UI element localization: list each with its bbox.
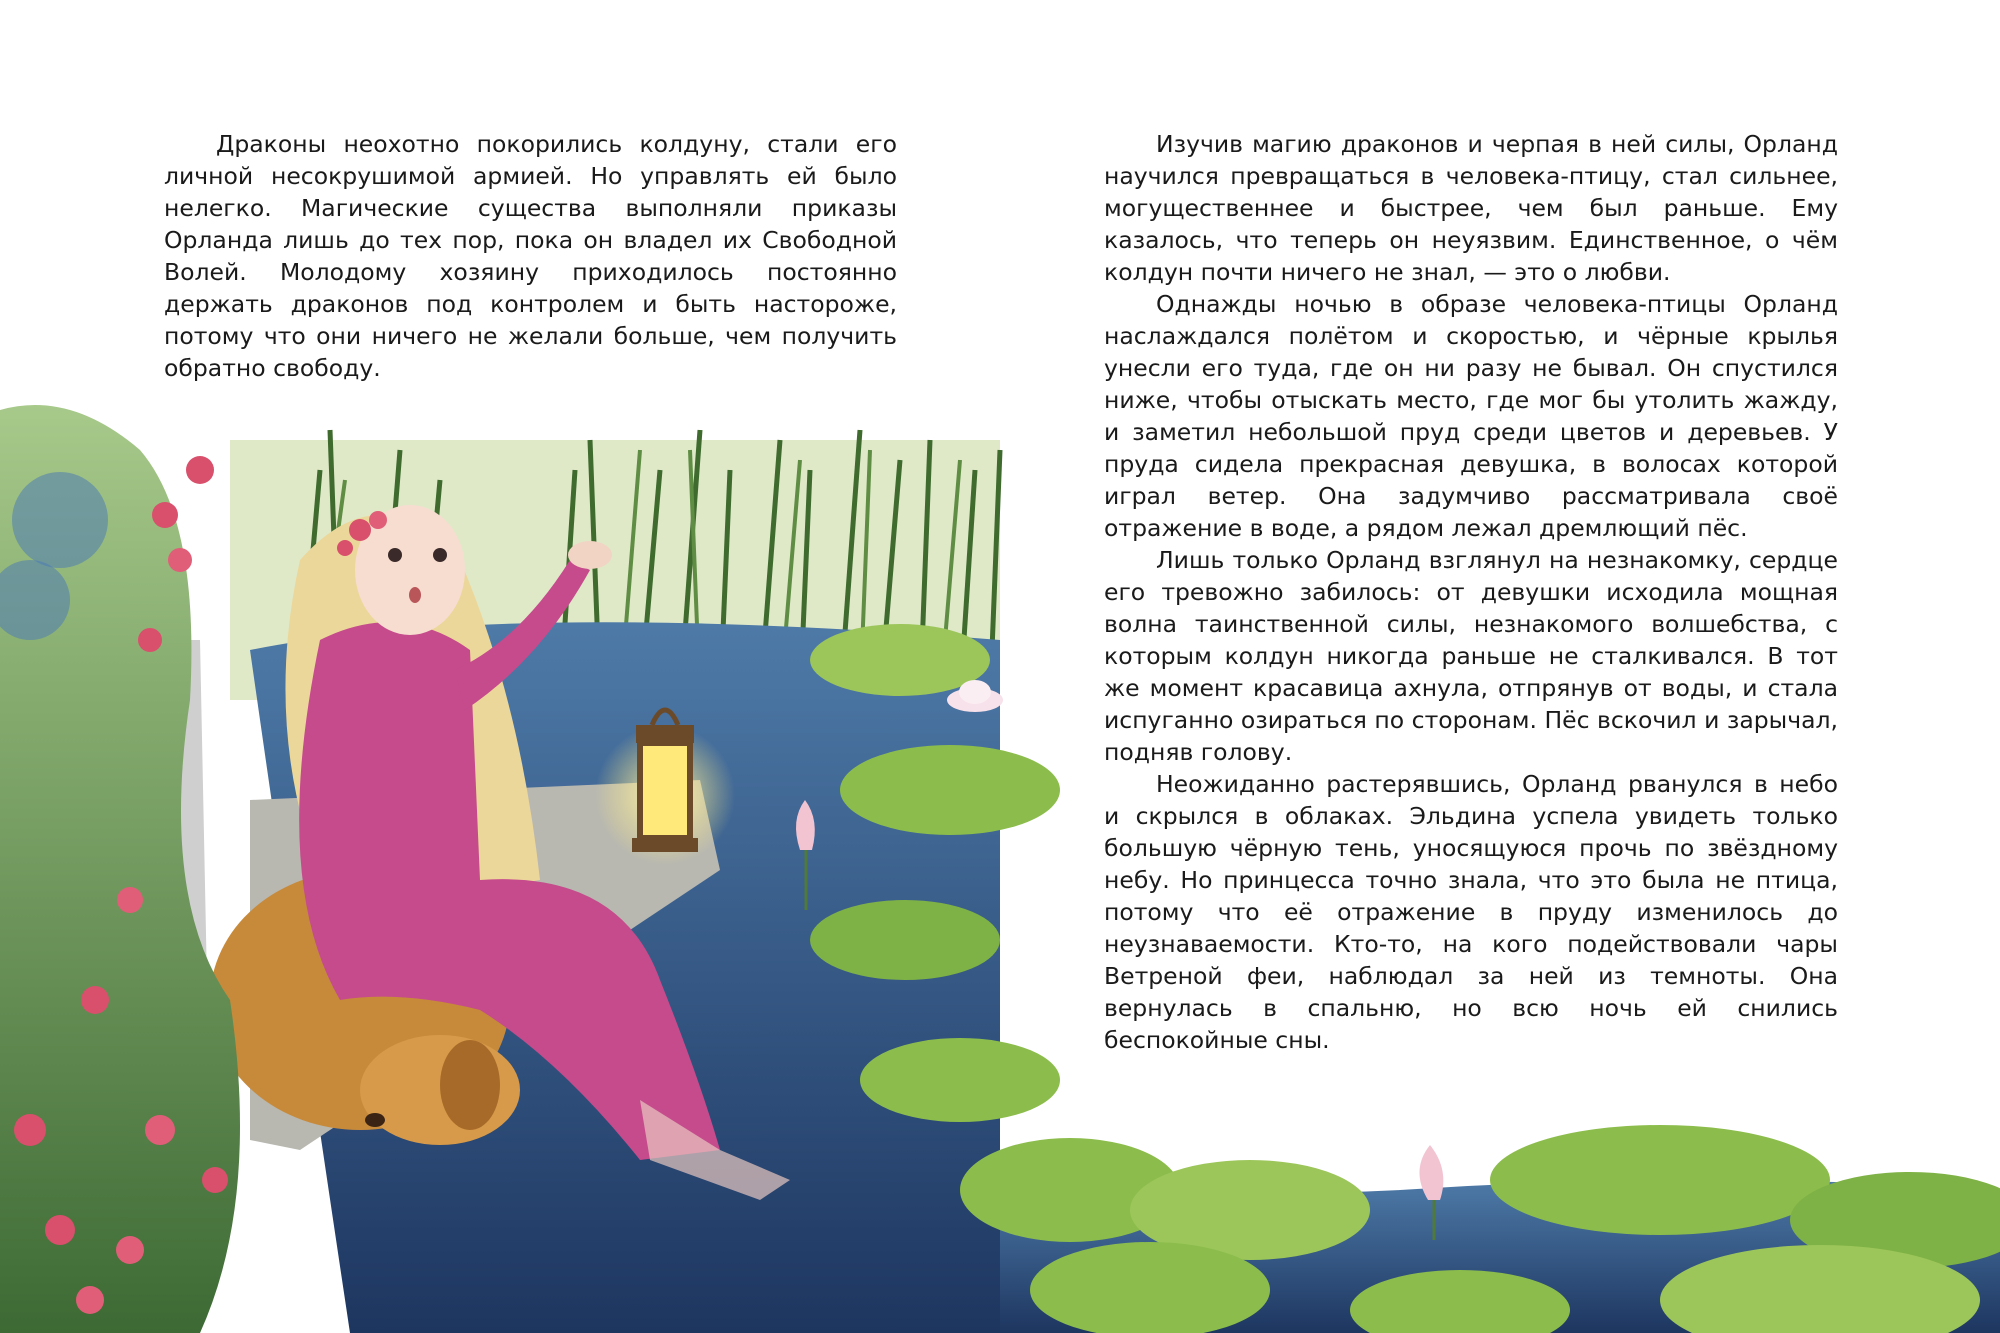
right-page-text	[1104, 128, 1838, 1056]
right-paragraph-4: Неожиданно растерявшись, Орланд рванулся в небо и скрылся в облаках. Эльдина успела увидеть только большую чёрную тень, уносящуюся прочь по звёздному небу. Но принцесса точно знала, что это была не птица, потому что её отражение в пруду изменилось до неузнаваемости. Кто-то, на кого подействовали чары Ветреной феи, наблюдал за ней из темноты. Она вернулась в спальню, но всю ночь ей снились беспокойные сны.	[1104, 770, 1838, 1054]
right-paragraph-1: Изучив магию драконов и черпая в ней силы, Орланд научился превращаться в человека-птицу, стал сильнее, могущественнее и быстрее, чем был раньше. Ему казалось, что теперь он неуязвим. Единственное, о чём колдун почти ничего не знал, — это о любви.	[1104, 130, 1838, 286]
left-page-text	[164, 128, 897, 384]
right-paragraph-2: Однажды ночью в образе человека-птицы Орланд наслаждался полётом и скоростью, и чёрные крылья унесли его туда, где он ни разу не бывал. Он спустился ниже, чтобы отыскать место, где мог бы утолить жажду, и заметил небольшой пруд среди цветов и деревьев. У пруда сидела прекрасная девушка, в волосах которой играл ветер. Она задумчиво рассматривала своё отражение в воде, а рядом лежал дремлющий пёс.	[1104, 290, 1838, 542]
right-scene	[960, 1125, 2000, 1333]
right-paragraph-3: Лишь только Орланд взглянул на незнакомку, сердце его тревожно забилось: от девушки исходила мощная волна таинственной силы, незнакомого волшебства, с которым колдун никогда раньше не сталкивался. В тот же момент красавица ахнула, отпрянув от воды, и стала испуганно озираться по сторонам. Пёс вскочил и зарычал, подняв голову.	[1104, 546, 1838, 766]
left-scene	[0, 405, 1060, 1333]
left-paragraph-1: Драконы неохотно покорились колдуну, стали его личной несокрушимой армией. Но управлять ей было нелегко. Магические существа выполняли приказы Орланда лишь до тех пор, пока он владел их Свободной Волей. Молодому хозяину приходилось постоянно держать драконов под контролем и быть настороже, потому что они ничего не желали больше, чем получить обратно свободу.	[164, 130, 897, 382]
